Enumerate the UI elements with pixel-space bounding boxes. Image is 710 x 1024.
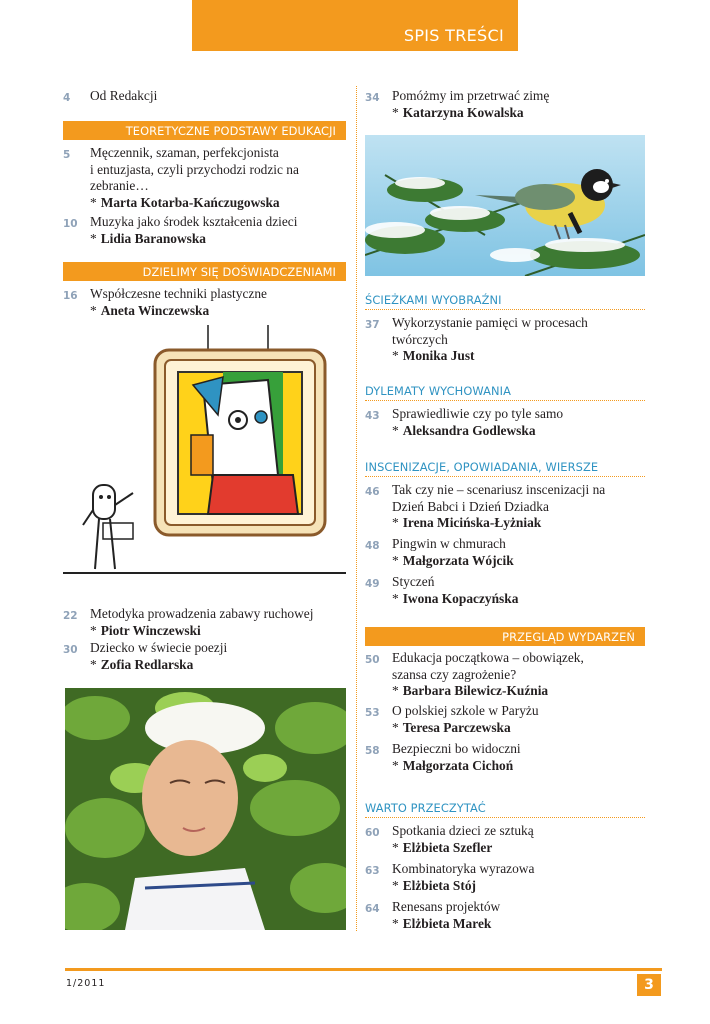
section-band: TEORETYCZNE PODSTAWY EDUKACJI (63, 121, 346, 140)
toc-entry[interactable] (63, 214, 346, 247)
entry-title: Sprawiedliwie czy po tyle samo (392, 406, 564, 421)
author-marker: * (392, 877, 399, 893)
page-number: 58 (365, 745, 380, 757)
entry-author: Małgorzata Wójcik (402, 552, 514, 568)
section-band: PRZEGLĄD WYDARZEŃ (365, 627, 645, 646)
toc-entry[interactable] (365, 703, 645, 736)
issue-label: 1/2011 (66, 978, 106, 989)
toc-entry[interactable] (63, 640, 346, 673)
author-marker: * (392, 590, 399, 606)
entry-title: O polskiej szkole w Paryżu (392, 703, 539, 718)
entry-author: Teresa Parczewska (402, 719, 511, 735)
toc-entry[interactable] (63, 606, 346, 639)
page-number: 60 (365, 827, 380, 839)
toc-entry[interactable] (365, 406, 645, 439)
author-marker: * (90, 656, 97, 672)
entry-author: Katarzyna Kowalska (402, 104, 524, 120)
toc-entry[interactable] (365, 741, 645, 774)
page-number: 5 (63, 149, 71, 161)
section-heading: INSCENIZACJE, OPOWIADANIA, WIERSZE (365, 460, 645, 477)
section-heading: ŚCIEŻKAMI WYOBRAŹNI (365, 293, 645, 310)
page-number: 53 (365, 707, 380, 719)
entry-title: Od Redakcji (90, 88, 158, 103)
entry-author: Małgorzata Cichoń (402, 757, 514, 773)
author-marker: * (90, 194, 97, 210)
author-marker: * (392, 104, 399, 120)
page-number: 48 (365, 540, 380, 552)
section-band: DZIELIMY SIĘ DOŚWIADCZENIAMI (63, 262, 346, 281)
section-heading: WARTO PRZECZYTAĆ (365, 801, 645, 818)
author-marker: * (90, 302, 97, 318)
framed-portrait-illustration (63, 325, 346, 580)
author-marker: * (392, 719, 399, 735)
entry-title: Spotkania dzieci ze sztuką (392, 823, 534, 838)
author-marker: * (392, 552, 399, 568)
toc-entry[interactable] (63, 286, 346, 319)
page-number: 46 (365, 486, 380, 498)
entry-title: Dziecko w świecie poezji (90, 640, 228, 655)
author-marker: * (392, 515, 399, 530)
author-marker: * (392, 757, 399, 773)
entry-author: Monika Just (402, 348, 475, 363)
entry-title: Pomóżmy im przetrwać zimę (392, 88, 550, 103)
entry-author: Zofia Redlarska (100, 656, 194, 672)
page-number: 50 (365, 654, 380, 666)
section-heading: DYLEMATY WYCHOWANIA (365, 384, 645, 401)
page-number: 34 (365, 92, 380, 104)
child-among-leaves-photo (65, 688, 346, 930)
entry-author: Iwona Kopaczyńska (402, 590, 519, 606)
entry-author: Elżbieta Marek (402, 915, 492, 931)
entry-title-line: Tak czy nie – scenariusz inscenizacji na (392, 482, 606, 497)
header-band (192, 0, 518, 51)
author-marker: * (90, 230, 97, 246)
author-marker: * (392, 683, 399, 698)
author-marker: * (392, 348, 399, 363)
toc-entry[interactable] (365, 88, 645, 121)
entry-title: Metodyka prowadzenia zabawy ruchowej (90, 606, 314, 621)
toc-entry[interactable] (63, 145, 346, 211)
page-number: 30 (63, 644, 78, 656)
entry-title-line: Wykorzystanie pamięci w procesach (392, 315, 588, 330)
entry-title-line: Edukacja początkowa – obowiązek, (392, 650, 584, 665)
entry-title: Pingwin w chmurach (392, 536, 506, 551)
toc-entry[interactable] (365, 899, 645, 932)
entry-title: Muzyka jako środek kształcenia dzieci (90, 214, 298, 229)
column-divider (356, 86, 357, 931)
page-number: 49 (365, 578, 380, 590)
entry-author: Elżbieta Szefler (402, 839, 493, 855)
entry-title-line: twórczych (392, 331, 448, 347)
toc-entry[interactable] (365, 823, 645, 856)
toc-entry[interactable] (365, 650, 645, 700)
author-marker: * (392, 422, 399, 438)
author-marker: * (90, 622, 97, 638)
entry-author: Piotr Winczewski (100, 622, 201, 638)
page-number: 63 (365, 865, 380, 877)
page-number: 16 (63, 290, 78, 302)
entry-title-line: Męczennik, szaman, perfekcjonista (90, 145, 279, 160)
entry-title: Współczesne techniki plastyczne (90, 286, 267, 301)
author-marker: * (392, 915, 399, 931)
entry-title-line: zebranie… (90, 178, 149, 193)
entry-title: Bezpieczni bo widoczni (392, 741, 521, 756)
toc-entry[interactable] (365, 315, 645, 365)
toc-entry[interactable] (365, 482, 645, 532)
author-marker: * (392, 839, 399, 855)
page-number-box: 3 (637, 974, 661, 996)
bird-on-branch-photo (365, 135, 645, 276)
page-title: SPIS TREŚCI (403, 26, 504, 45)
toc-entry[interactable] (365, 861, 645, 894)
entry-author: Elżbieta Stój (402, 877, 476, 893)
entry-title-line: i entuzjasta, czyli przychodzi rodzic na (90, 161, 299, 177)
toc-entry[interactable] (365, 574, 645, 607)
page-number: 64 (365, 903, 380, 915)
entry-author: Aleksandra Godlewska (402, 422, 536, 438)
page-number: 43 (365, 410, 380, 422)
entry-author: Irena Micińska-Łyżniak (402, 515, 542, 530)
entry-title: Styczeń (392, 574, 435, 589)
footer-rule (65, 968, 662, 971)
entry-author: Barbara Bilewicz-Kuźnia (402, 683, 549, 698)
entry-author: Marta Kotarba-Kańczugowska (100, 194, 280, 210)
toc-entry[interactable] (365, 536, 645, 569)
entry-author: Lidia Baranowska (100, 230, 206, 246)
entry-author: Aneta Winczewska (100, 302, 210, 318)
page-number: 22 (63, 610, 78, 622)
page-number: 4 (63, 92, 71, 104)
page-number: 10 (63, 218, 78, 230)
toc-entry[interactable] (63, 88, 346, 105)
entry-title-line: Dzień Babci i Dzień Dziadka (392, 498, 549, 514)
entry-title-line: szansa czy zagrożenie? (392, 666, 517, 682)
page-number: 37 (365, 319, 380, 331)
entry-title: Renesans projektów (392, 899, 501, 914)
entry-title: Kombinatoryka wyrazowa (392, 861, 535, 876)
